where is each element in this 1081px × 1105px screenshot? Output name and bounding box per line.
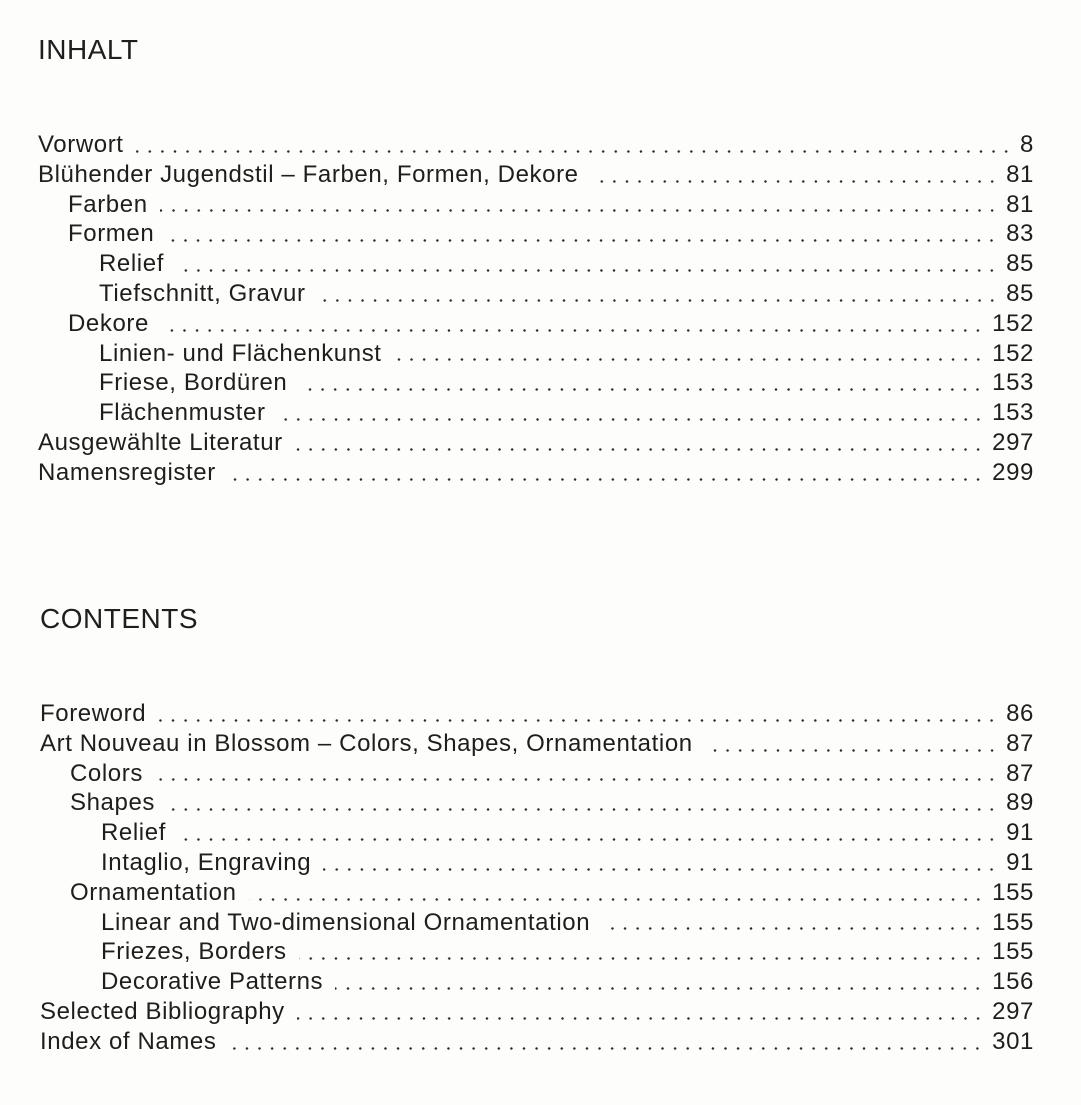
dot-leader: [155, 778, 998, 781]
dot-leader: [323, 868, 998, 871]
toc-entry[interactable]: [38, 190, 1034, 220]
dot-leader: [178, 838, 998, 841]
toc-entry-page: 153: [992, 399, 1034, 427]
toc-entry[interactable]: [40, 759, 1034, 789]
toc-entry-page: 89: [1006, 789, 1034, 817]
toc-entry-label: Decorative Patterns: [101, 968, 324, 996]
toc-entry-page: 87: [1006, 729, 1034, 757]
contents-toc: [40, 699, 1034, 1057]
dot-leader: [299, 388, 984, 391]
toc-entry[interactable]: [40, 937, 1034, 967]
contents-heading: CONTENTS: [40, 603, 198, 634]
toc-entry-page: 155: [992, 938, 1034, 966]
toc-entry-page: 153: [992, 369, 1034, 397]
toc-entry-page: 91: [1006, 848, 1034, 876]
toc-entry-page: 156: [992, 968, 1034, 996]
dot-leader: [335, 987, 984, 990]
toc-entry[interactable]: [38, 428, 1034, 458]
dot-leader: [318, 299, 999, 302]
toc-entry[interactable]: [38, 339, 1034, 369]
toc-entry-label: Vorwort: [38, 131, 124, 158]
toc-entry-label: Relief: [101, 819, 166, 847]
toc-entry-page: 299: [992, 458, 1034, 486]
dot-leader: [167, 808, 998, 811]
toc-entry-label: Relief: [99, 250, 164, 278]
toc-entry[interactable]: [40, 818, 1034, 848]
dot-leader: [166, 239, 998, 242]
toc-entry-page: 85: [1006, 279, 1034, 307]
inhalt-toc: [38, 130, 1034, 488]
toc-entry-label: Ornamentation: [70, 878, 237, 906]
dot-leader: [591, 180, 998, 183]
toc-entry-page: 301: [992, 1027, 1034, 1055]
toc-entry[interactable]: [40, 1027, 1034, 1057]
toc-entry[interactable]: [38, 130, 1034, 160]
toc-entry[interactable]: [40, 997, 1034, 1027]
toc-entry-page: 83: [1006, 220, 1034, 248]
toc-entry-label: Ausgewählte Literatur: [38, 428, 283, 456]
dot-leader: [158, 719, 998, 722]
toc-entry[interactable]: [40, 788, 1034, 818]
toc-entry[interactable]: [40, 878, 1034, 908]
toc-entry-page: 297: [992, 997, 1034, 1025]
toc-entry-label: Foreword: [40, 700, 147, 727]
toc-entry[interactable]: [38, 309, 1034, 339]
toc-entry-page: 155: [992, 908, 1034, 936]
dot-leader: [297, 1017, 984, 1020]
toc-entry-label: Friese, Bordüren: [99, 369, 288, 397]
toc-entry-label: Index of Names: [40, 1027, 217, 1055]
dot-leader: [602, 927, 984, 930]
dot-leader: [295, 448, 984, 451]
dot-leader: [278, 418, 985, 421]
toc-entry-page: 8: [1020, 131, 1034, 158]
toc-entry-label: Selected Bibliography: [40, 997, 285, 1025]
toc-entry[interactable]: [38, 458, 1034, 488]
toc-entry[interactable]: [40, 848, 1034, 878]
toc-entry-label: Namensregister: [38, 458, 216, 486]
dot-leader: [160, 209, 998, 212]
toc-entry-page: 155: [992, 878, 1034, 906]
toc-entry-label: Blühender Jugendstil – Farben, Formen, Dekore: [38, 160, 579, 188]
toc-entry-label: Farben: [68, 190, 148, 218]
dot-leader: [394, 358, 985, 361]
toc-entry[interactable]: [38, 279, 1034, 309]
toc-entry[interactable]: [40, 967, 1034, 997]
toc-entry-label: Dekore: [68, 309, 149, 337]
toc-entry[interactable]: [38, 368, 1034, 398]
toc-entry-page: 152: [992, 309, 1034, 337]
toc-entry[interactable]: [38, 398, 1034, 428]
toc-entry-page: 297: [992, 428, 1034, 456]
toc-entry[interactable]: [38, 249, 1034, 279]
toc-entry-page: 81: [1006, 190, 1034, 218]
toc-entry[interactable]: [38, 219, 1034, 249]
toc-entry[interactable]: [40, 729, 1034, 759]
toc-entry-page: 81: [1006, 160, 1034, 188]
toc-entry[interactable]: [40, 699, 1034, 729]
toc-entry-label: Linien- und Flächenkunst: [99, 339, 382, 367]
dot-leader: [705, 749, 998, 752]
toc-entry-label: Tiefschnitt, Gravur: [99, 279, 306, 307]
dot-leader: [136, 150, 1012, 153]
dot-leader: [228, 1047, 984, 1050]
dot-leader: [228, 478, 984, 481]
toc-entry[interactable]: [40, 908, 1034, 938]
dot-leader: [176, 269, 998, 272]
toc-entry-page: 87: [1006, 759, 1034, 787]
toc-entry-label: Colors: [70, 759, 143, 787]
toc-entry-label: Intaglio, Engraving: [101, 848, 312, 876]
toc-entry-label: Formen: [68, 220, 155, 248]
dot-leader: [161, 329, 984, 332]
toc-entry-label: Shapes: [70, 789, 155, 817]
toc-entry[interactable]: [38, 160, 1034, 190]
toc-entry-label: Linear and Two-dimensional Ornamentation: [101, 908, 591, 936]
toc-entry-label: Art Nouveau in Blossom – Colors, Shapes, Ornamentation: [40, 729, 693, 757]
toc-entry-label: Flächenmuster: [99, 399, 266, 427]
toc-entry-page: 91: [1006, 819, 1034, 847]
dot-leader: [249, 898, 985, 901]
dot-leader: [299, 957, 985, 960]
toc-entry-label: Friezes, Borders: [101, 938, 287, 966]
toc-entry-page: 152: [992, 339, 1034, 367]
toc-entry-page: 86: [1006, 700, 1034, 727]
inhalt-heading: INHALT: [38, 34, 139, 65]
toc-entry-page: 85: [1006, 250, 1034, 278]
